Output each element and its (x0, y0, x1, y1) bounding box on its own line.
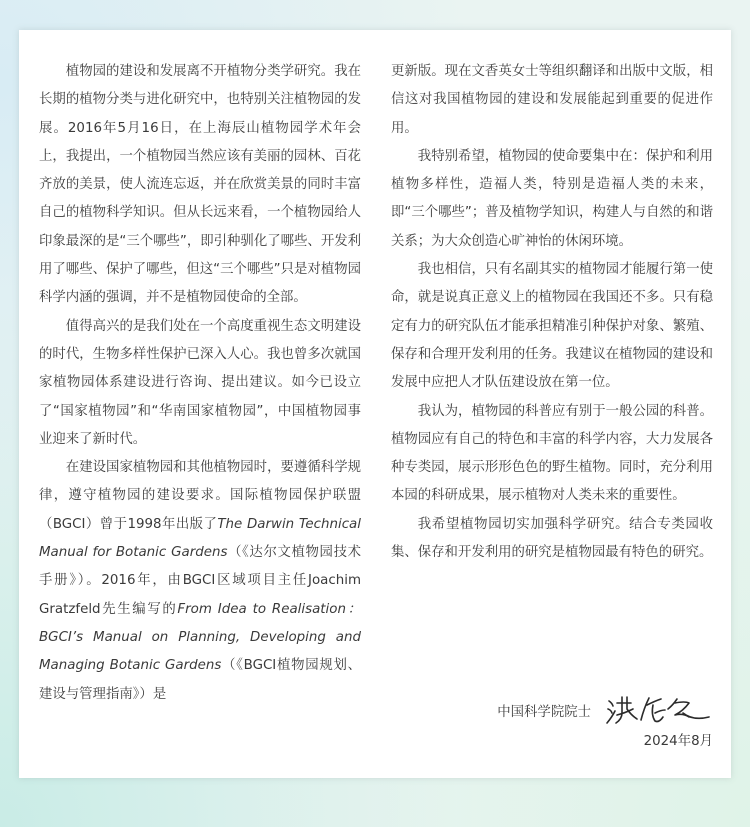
signature-block (391, 692, 713, 749)
paragraph-3 (39, 454, 361, 709)
paragraph-7: 我希望植物园切实加强科学研究。结合专类园收集、保存和开发利用的研究是植物园最有特色的研究。 (391, 516, 713, 561)
paragraph-6: 我认为，植物园的科普应有别于一般公园的科普。植物园应有自己的特色和丰富的科学内容，大力发展各种专类园，展示形形色色的野生植物。同时，充分利用本园的科研成果，展示植物对人类未来的重要性。 (391, 403, 713, 504)
book-title-idea-to-realisation: From Idea to Realisation：BGCI’s Manual on Planning, Developing and Managing Botanic Gardens (39, 601, 361, 674)
page-card (19, 30, 731, 778)
paragraph-2: 值得高兴的是我们处在一个高度重视生态文明建设的时代，生物多样性保护已深入人心。我也曾多次就国家植物园体系建设进行咨询、提出建议。如今已设立了“国家植物园”和“华南国家植物园”，中国植物园事业迎来了新时代。 (39, 318, 361, 447)
paragraph-5: 我也相信，只有名副其实的植物园才能履行第一使命，就是说真正意义上的植物园在我国还不多。只有稳定有力的研究队伍才能承担精准引种保护对象、繁殖、保存和合理开发利用的任务。我建议在植物园的建设和发展中应把人才队伍建设放在第一位。 (391, 262, 713, 391)
signature-org: 中国科学院院士 (497, 704, 591, 720)
book-title-darwin-manual: The Darwin Technical Manual for Botanic Gardens (39, 516, 361, 561)
paragraph-3-part-b: （《达尔文植物园技术手册》）。2016年，由BGCI区域项目主任Joachim Gratzfeld先生编写的 (39, 545, 361, 617)
signature-row (391, 692, 713, 728)
paragraph-3-continued: 更新版。现在文香英女士等组织翻译和出版中文版，相信这对我国植物园的建设和发展能起到重要的促进作用。 (391, 64, 713, 136)
right-column (391, 58, 713, 567)
paragraph-3-part-c: （《BGCI植物园规划、建设与管理指南》）是 (39, 658, 361, 702)
paragraph-1: 植物园的建设和发展离不开植物分类学研究。我在长期的植物分类与进化研究中，也特别关注植物园的发展。2016年5月16日，在上海辰山植物园学术年会上，我提出，一个植物园当然应该有美丽的园林、百花齐放的美景，使人流连忘返，并在欣赏美景的同时丰富自己的植物科学知识。但从长远来看，一个植物园给人印象最深的是“三个哪些”，即引种驯化了哪些、开发利用了哪些、保护了哪些，但这“三个哪些”只是对植物园科学内涵的强调，并不是植物园使命的全部。 (39, 64, 361, 306)
paragraph-3-part-a: 在建设国家植物园和其他植物园时，要遵循科学规律，遵守植物园的建设要求。国际植物园保护联盟（BGCI）曾于1998年出版了 (39, 460, 361, 532)
handwritten-signature (605, 693, 713, 727)
paragraph-4: 我特别希望，植物园的使命要集中在：保护和利用植物多样性，造福人类，特别是造福人类的未来，即“三个哪些”；普及植物学知识，构建人与自然的和谐关系；为大众创造心旷神怡的休闲环境。 (391, 148, 713, 249)
left-column (39, 58, 361, 709)
signature-date: 2024年8月 (643, 734, 713, 749)
